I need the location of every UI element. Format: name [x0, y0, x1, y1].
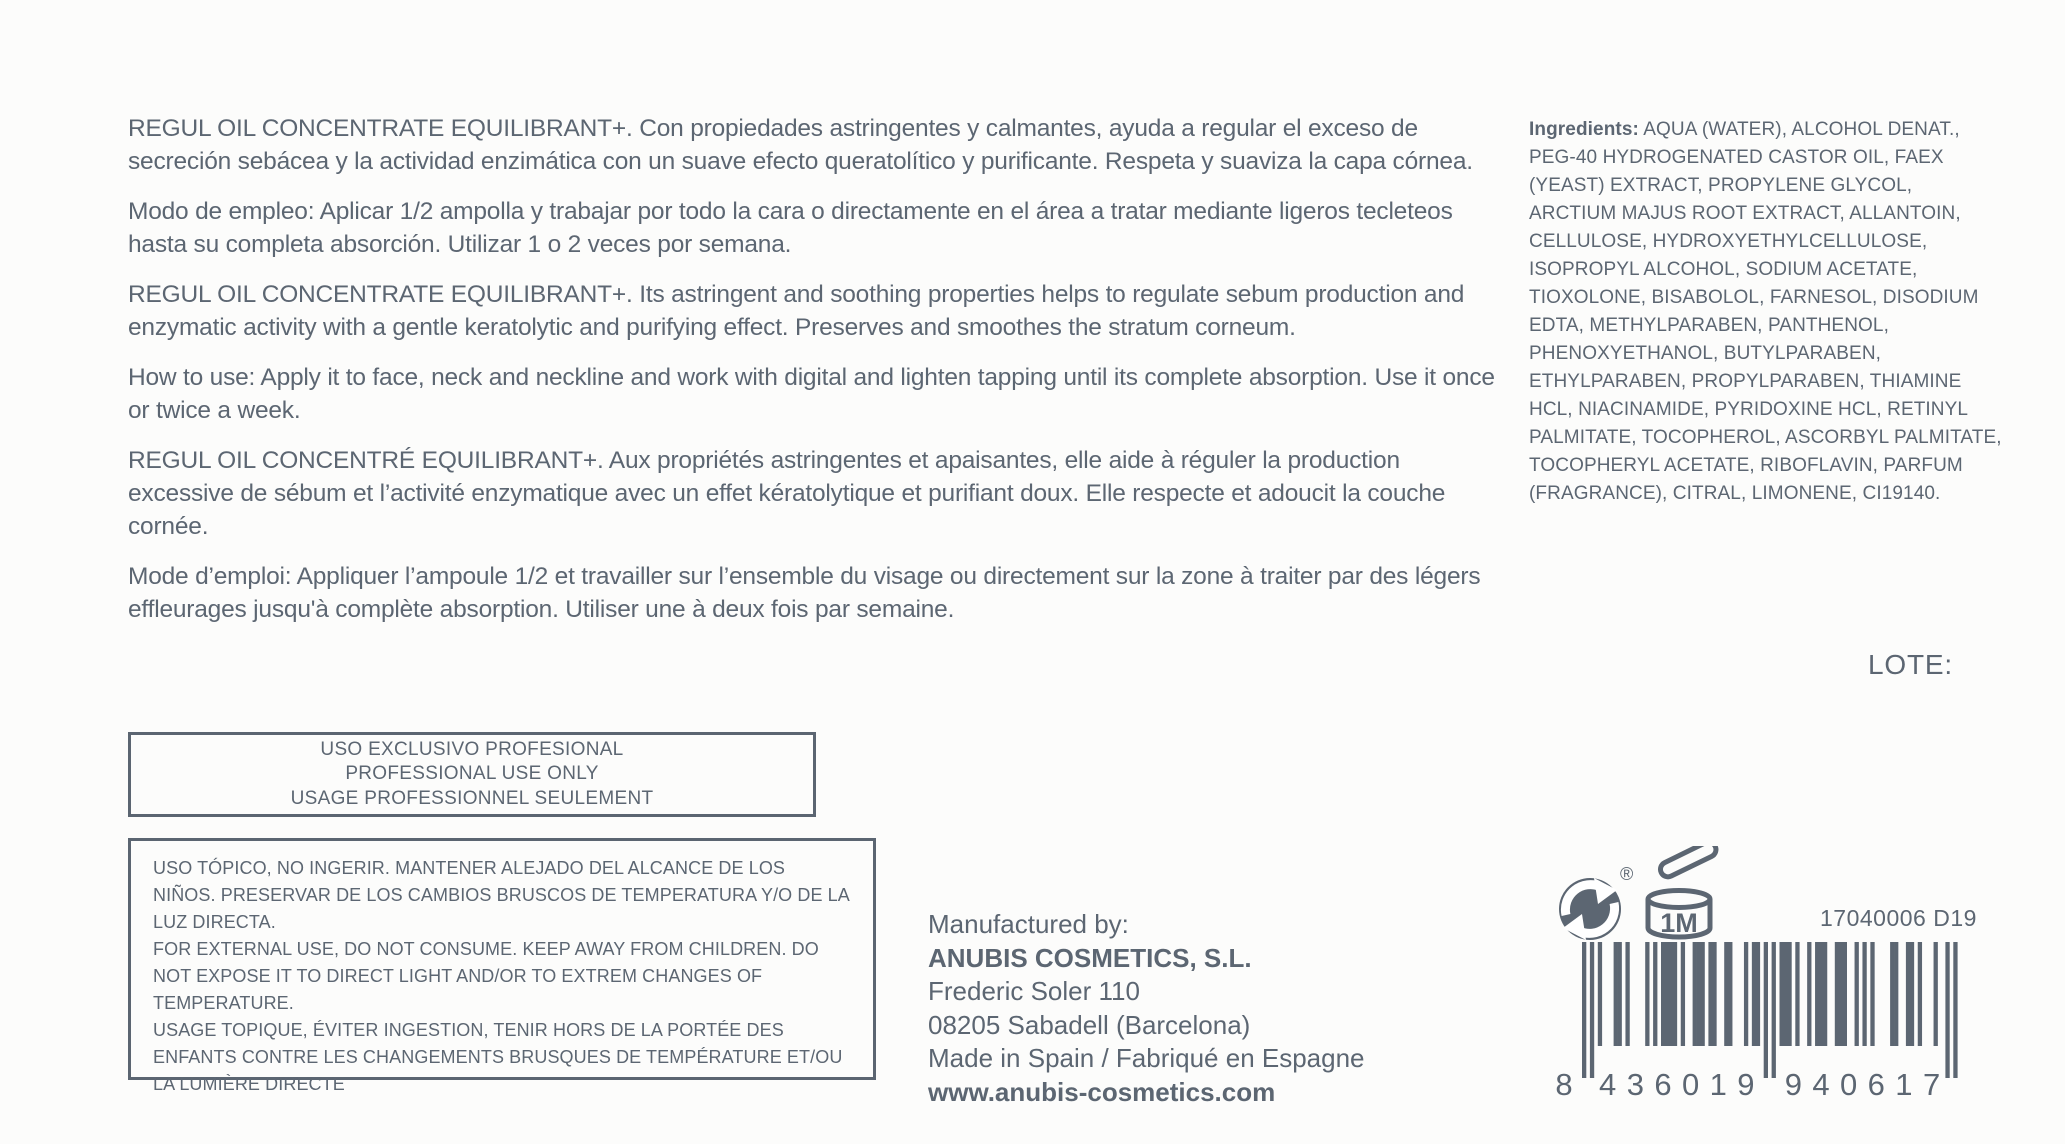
manufacturer-street: Frederic Soler 110 [928, 976, 1140, 1006]
professional-use-es: USO EXCLUSIVO PROFESIONAL [320, 738, 624, 760]
svg-text:8: 8 [1555, 1067, 1573, 1100]
manufacturer-website: www.anubis-cosmetics.com [928, 1076, 1276, 1107]
warning-fr: USAGE TOPIQUE, ÉVITER INGESTION, TENIR HORS DE LA PORTÉE DES ENFANTS CONTRE LES CHANGEMENTS BRUSQUES DE TEMPÉRATURE ET/OU LA LUMIÈRE DIRECTE [153, 1020, 843, 1094]
professional-use-box [128, 732, 816, 817]
svg-text:4: 4 [1599, 1067, 1617, 1100]
description-block [128, 112, 1508, 643]
paragraph-fr-usage: Mode d’emploi: Appliquer l’ampoule 1/2 et travailler sur l’ensemble du visage ou directement sur la zone à traiter par des légers effleurages jusqu'à complète absorption. Utiliser une à deux fois par semaine. [128, 563, 1481, 623]
svg-text:7: 7 [1922, 1067, 1941, 1100]
warning-en: FOR EXTERNAL USE, DO NOT CONSUME. KEEP AWAY FROM CHILDREN. DO NOT EXPOSE IT TO DIRECT LIGHT AND/OR TO EXTREM CHANGES OF TEMPERATURE. [153, 939, 819, 1013]
manufacturer-city: 08205 Sabadell (Barcelona) [928, 1009, 1251, 1040]
manufacturer-block [928, 908, 1365, 1109]
lot-number-label: LOTE: [1868, 649, 1953, 680]
registered-trademark-symbol: ® [1620, 864, 1634, 884]
batch-code: 17040006 D19 [1820, 905, 1977, 931]
ingredients-label: Ingredients: [1529, 119, 1639, 140]
warning-es: USO TÓPICO, NO INGERIR. MANTENER ALEJADO DEL ALCANCE DE LOS NIÑOS. PRESERVAR DE LOS CAMBIOS BRUSCOS DE TEMPERATURA Y/O DE LA LUZ DIRECTA. [153, 858, 849, 932]
paragraph-en-description: REGUL OIL CONCENTRATE EQUILIBRANT+. Its astringent and soothing properties helps to regulate sebum production and enzymatic activity with a gentle keratolytic and purifying effect. Preserves and smoothes the stratum corneum. [128, 281, 1465, 341]
professional-use-en: PROFESSIONAL USE ONLY [345, 763, 599, 785]
ingredients-block [1529, 116, 2003, 508]
barcode [1552, 942, 1964, 1100]
warnings-box [128, 838, 876, 1094]
professional-use-fr: USAGE PROFESSIONNEL SEULEMENT [290, 787, 654, 809]
green-dot-icon [1558, 875, 1622, 941]
svg-text:6: 6 [1867, 1067, 1885, 1100]
svg-text:3: 3 [1626, 1067, 1644, 1100]
manufactured-by-heading: Manufactured by: [928, 909, 1129, 939]
paragraph-es-description: REGUL OIL CONCENTRATE EQUILIBRANT+. Con propiedades astringentes y calmantes, ayuda a regular el exceso de secreción sebácea y la actividad enzimática con un suave efecto queratolítico y purificante. Respeta y suaviza la capa córnea. [128, 115, 1473, 175]
svg-text:0: 0 [1840, 1067, 1858, 1100]
svg-text:1: 1 [1709, 1067, 1727, 1100]
svg-text:6: 6 [1654, 1067, 1672, 1100]
paragraph-es-usage: Modo de empleo: Aplicar 1/2 ampolla y trabajar por todo la cara o directamente en el área a tratar mediante ligeros tecleteos hasta su completa absorción. Utilizar 1 o 2 veces por semana. [128, 198, 1453, 258]
ingredients-list: AQUA (WATER), ALCOHOL DENAT., PEG-40 HYDROGENATED CASTOR OIL, FAEX (YEAST) EXTRACT, PROPYLENE GLYCOL, ARCTIUM MAJUS ROOT EXTRACT, ALLANTOIN, CELLULOSE, HYDROXYETHYLCELLULOSE, ISOPROPYL ALCOHOL, SODIUM ACETATE, TIOXOLONE, BISABOLOL, FARNESOL, DISODIUM EDTA, METHYLPARABEN, PANTHENOL, PHENOXYETHANOL, BUTYLPARABEN, ETHYLPARABEN, PROPYLPARABEN, THIAMINE HCL, NIACINAMIDE, PYRIDOXINE HCL, RETINYL PALMITATE, TOCOPHEROL, ASCORBYL PALMITATE, TOCOPHERYL ACETATE, RIBOFLAVIN, PARFUM (FRAGRANCE), CITRAL, LIMONENE, CI19140. [1529, 119, 2002, 504]
svg-text:0: 0 [1682, 1067, 1700, 1100]
manufacturer-name: ANUBIS COSMETICS, S.L. [928, 942, 1252, 973]
pao-jar-icon [1634, 846, 1726, 948]
svg-text:9: 9 [1737, 1067, 1755, 1100]
made-in-origin: Made in Spain / Fabriqué en Espagne [928, 1043, 1365, 1073]
svg-text:4: 4 [1812, 1067, 1830, 1100]
paragraph-fr-description: REGUL OIL CONCENTRÉ EQUILIBRANT+. Aux propriétés astringentes et apaisantes, elle aide à réguler la production excessive de sébum et l’activité enzymatique avec un effet kératolytique et purifiant doux. Elle respecte et adoucit la couche cornée. [128, 447, 1446, 540]
svg-text:9: 9 [1784, 1067, 1802, 1100]
svg-text:1: 1 [1895, 1067, 1913, 1100]
paragraph-en-usage: How to use: Apply it to face, neck and neckline and work with digital and lighten tapping until its complete absorption. Use it once or twice a week. [128, 364, 1495, 424]
pao-duration-label: 1M [1660, 908, 1698, 938]
